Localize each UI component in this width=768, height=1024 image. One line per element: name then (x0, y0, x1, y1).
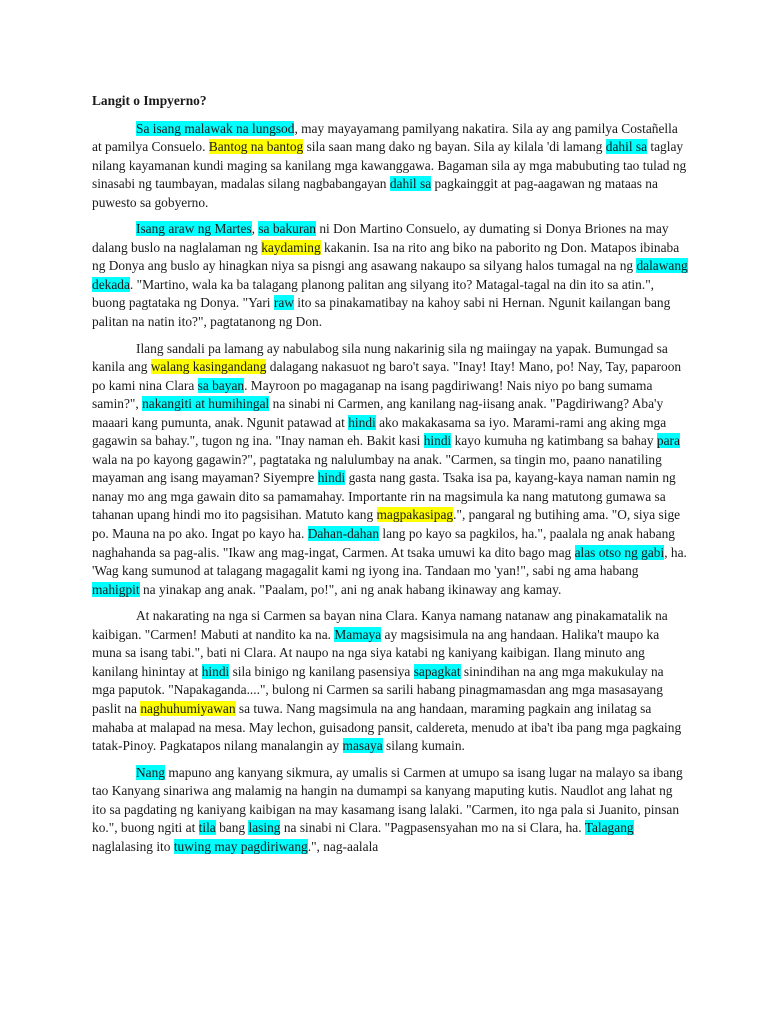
highlight-cyan: sa bakuran (258, 221, 316, 237)
text-run: sila saan mang dako ng bayan. Sila ay kilala 'di lamang (303, 139, 606, 155)
highlight-yellow: Bantog na bantog (208, 139, 304, 155)
highlight-cyan: sa bayan (197, 377, 245, 393)
highlight-yellow: walang kasingandang (150, 359, 267, 375)
highlight-cyan: Isang araw ng Martes (136, 221, 252, 237)
text-run: ni Don Martino Consuelo, ay dumating si Donya Briones na may dalang buslo na naglalaman ng (92, 221, 669, 255)
text-run: . Mayroon po magaganap na isang pagdiriwang! Nais niyo po bang sumama samin?", (92, 377, 653, 412)
highlight-cyan: tuwing may pagdiriwang (173, 838, 308, 854)
highlight-yellow: kaydaming (261, 239, 321, 255)
text-run: sila binigo ng kanilang pasensiya (229, 663, 414, 679)
highlight-cyan: sapagkat (413, 663, 461, 679)
text-run: gasta nang gasta. Tsaka isa pa, kayang-kaya naman namin ng nanay mo ang mga gawain dito sa pamamahay. Importante rin na magsimula ka nang matutong gumawa sa tahanan upang hindi mo ito pagsisihan. Matuto kang (92, 470, 676, 523)
paragraph (92, 607, 688, 755)
highlight-cyan: hindi (423, 433, 452, 449)
text-run: silang kumain. (382, 738, 465, 754)
text-run: . "Martino, wala ka ba talagang planong palitan ang silyang ito? Matagal-tagal na din ito sa atin.", buong pagtataka ng Donya. "Yari (92, 276, 655, 311)
highlight-cyan: raw (273, 295, 294, 311)
highlight-cyan: Sa isang malawak na lungsod (136, 120, 295, 136)
text-run: .", nag-aalala (307, 838, 379, 854)
text-run: kayo kumuha ng katimbang sa bahay (451, 433, 657, 449)
text-run: .", pangaral ng butihing ama. "O, siya sige po. Mauna na po ako. Ingat po kayo ha. (92, 507, 681, 542)
document-body (92, 120, 688, 857)
text-run: bang (215, 820, 249, 836)
text-run: Ilang sandali pa lamang ay nabulabog sila nung nakarinig sila ng maiingay na yapak. Bumungad sa kanila ang (92, 340, 668, 375)
text-run: wala na po kayong gagawin?", pagtataka ng nalulumbay na anak. "Carmen, sa tingin mo, paano nanatiling mayaman ang isang mayaman? Siyempre (92, 451, 662, 486)
text-run: naglalasing ito (92, 838, 174, 854)
paragraph (92, 340, 688, 600)
text-run: na sinabi ni Carmen, ang kanilang nag-iisang anak. "Pagdiriwang? Aba'y maaari kang pumunta, anak. Ngunit patawad at (92, 396, 664, 430)
text-run: ako makakasama sa iyo. Marami-rami ang aking mga gagawin sa bahay.", tugon ng ina. "Inay naman eh. Bakit kasi (92, 414, 667, 449)
text-run: At nakarating na nga si Carmen sa bayan nina Clara. Kanya namang natanaw ang pinakamatalik na kaibigan. "Carmen! Mabuti at nandito ka na. (92, 608, 668, 642)
text-run: , ha. 'Wag kang sumunod at talagang magagalit kami ng iyong ina. Tandaan mo 'yan!", sabi ng ama habang (92, 544, 687, 579)
highlight-yellow: magpakasipag (376, 507, 454, 523)
highlight-cyan: Nang (136, 764, 166, 780)
text-run: na sinabi ni Clara. "Pagpasensyahan mo na si Clara, ha. (280, 820, 585, 836)
text-run: ay magsisimula na ang handaan. Halika't maupo ka muna sa isang tabi.", bati ni Clara. At naupo na nga siya katabi ng kaniyang kaibigan. Ilang minuto ang kanilang hinintay at (92, 626, 660, 679)
highlight-cyan: Mamaya (334, 626, 382, 642)
paragraph (92, 764, 688, 857)
highlight-cyan: alas otso ng gabi (574, 544, 665, 560)
highlight-cyan: Talagang (584, 820, 634, 836)
highlight-cyan: dahil sa (389, 176, 432, 192)
text-run: , may mayayamang pamilyang nakatira. Sila ay ang pamilya Costañella at pamilya Consuelo. (92, 120, 678, 155)
highlight-cyan: Dahan-dahan (307, 526, 380, 542)
text-run: pagkainggit at pag-aagawan ng mataas na puwesto sa gobyerno. (92, 176, 658, 210)
highlight-cyan: mahigpit (92, 581, 140, 597)
text-run: lang po kayo sa pagkilos, ha.", paalala ng anak habang naghahanda sa pag-alis. "Ikaw ang mag-ingat, Carmen. At tsaka umuwi ka dito bago mag (92, 526, 675, 560)
text-run: sa tuwa. Nang magsimula na ang handaan, maraming pagkain ang inilatag sa mahaba at malapad na mesa. May lechon, guisadong pansit, caldereta, menudo at iba't iba pang mga pagkaing tatak-Pinoy. Pagkatapos nilang manalangin ay (92, 700, 682, 754)
highlight-cyan: hindi (348, 414, 376, 430)
highlight-cyan: lasing (248, 820, 281, 836)
text-run: mapuno ang kanyang sikmura, ay umalis si Carmen at umupo sa isang lugar na malayo sa ibang tao Kanyang sinariwa ang malamig na hangin na dumampi sa kanyang maputing kutis. Naudlot ang lahat ng ito sa pagdating ng kaniyang kaibigan na may kasamang isang lalaki. "Carmen, ito nga pala si Juanito, pinsan ko.", buong ngiti at (92, 764, 683, 836)
text-run: , (251, 221, 259, 237)
text-run: na yinakap ang anak. "Paalam, po!", ani ng anak habang ikinaway ang kamay. (139, 581, 562, 597)
paragraph (92, 120, 688, 213)
paragraph (92, 220, 688, 331)
highlight-cyan: dahil sa (605, 139, 648, 155)
text-run: taglay nilang kayamanan kundi maging sa kanilang mga kawanggawa. Bagaman sila ay mga mabubuting tao tulad ng sinasabi ng taumbayan, madalas silang nagbabangayan (92, 139, 687, 192)
text-run: dalagang nakasuot ng baro't saya. "Inay! Itay! Mano, po! Nay, Tay, paparoon po kami nina Clara (92, 359, 682, 393)
highlight-yellow: naghuhumiyawan (140, 700, 236, 716)
document-title: Langit o Impyerno? (92, 93, 207, 108)
highlight-cyan: dalawang dekada (92, 258, 688, 292)
highlight-cyan: hindi (201, 663, 230, 679)
highlight-cyan: para (656, 433, 680, 449)
highlight-cyan: nakangiti at humihingal (142, 396, 270, 412)
text-run: sinindihan na ang mga makukulay na mga paputok. "Napakaganda....", bulong ni Carmen sa sarili habang pinagmamasdan ang mga masasayang paslit na (92, 663, 664, 716)
text-run: kakanin. Isa na rito ang biko na paborito ng Don. Matapos ibinaba ng Donya ang buslo ay hinagkan niya sa pisngi ang asawang nakaupo sa silyang halos tumagal na ng (92, 239, 680, 274)
text-run: ito sa pinakamatibay na kahoy sabi ni Hernan. Ngunit kailangan bang palitan na natin ito?", pagtatanong ng Don. (92, 295, 671, 330)
highlight-cyan: tila (198, 820, 216, 836)
highlight-cyan: masaya (342, 738, 383, 754)
highlight-cyan: hindi (317, 470, 346, 486)
